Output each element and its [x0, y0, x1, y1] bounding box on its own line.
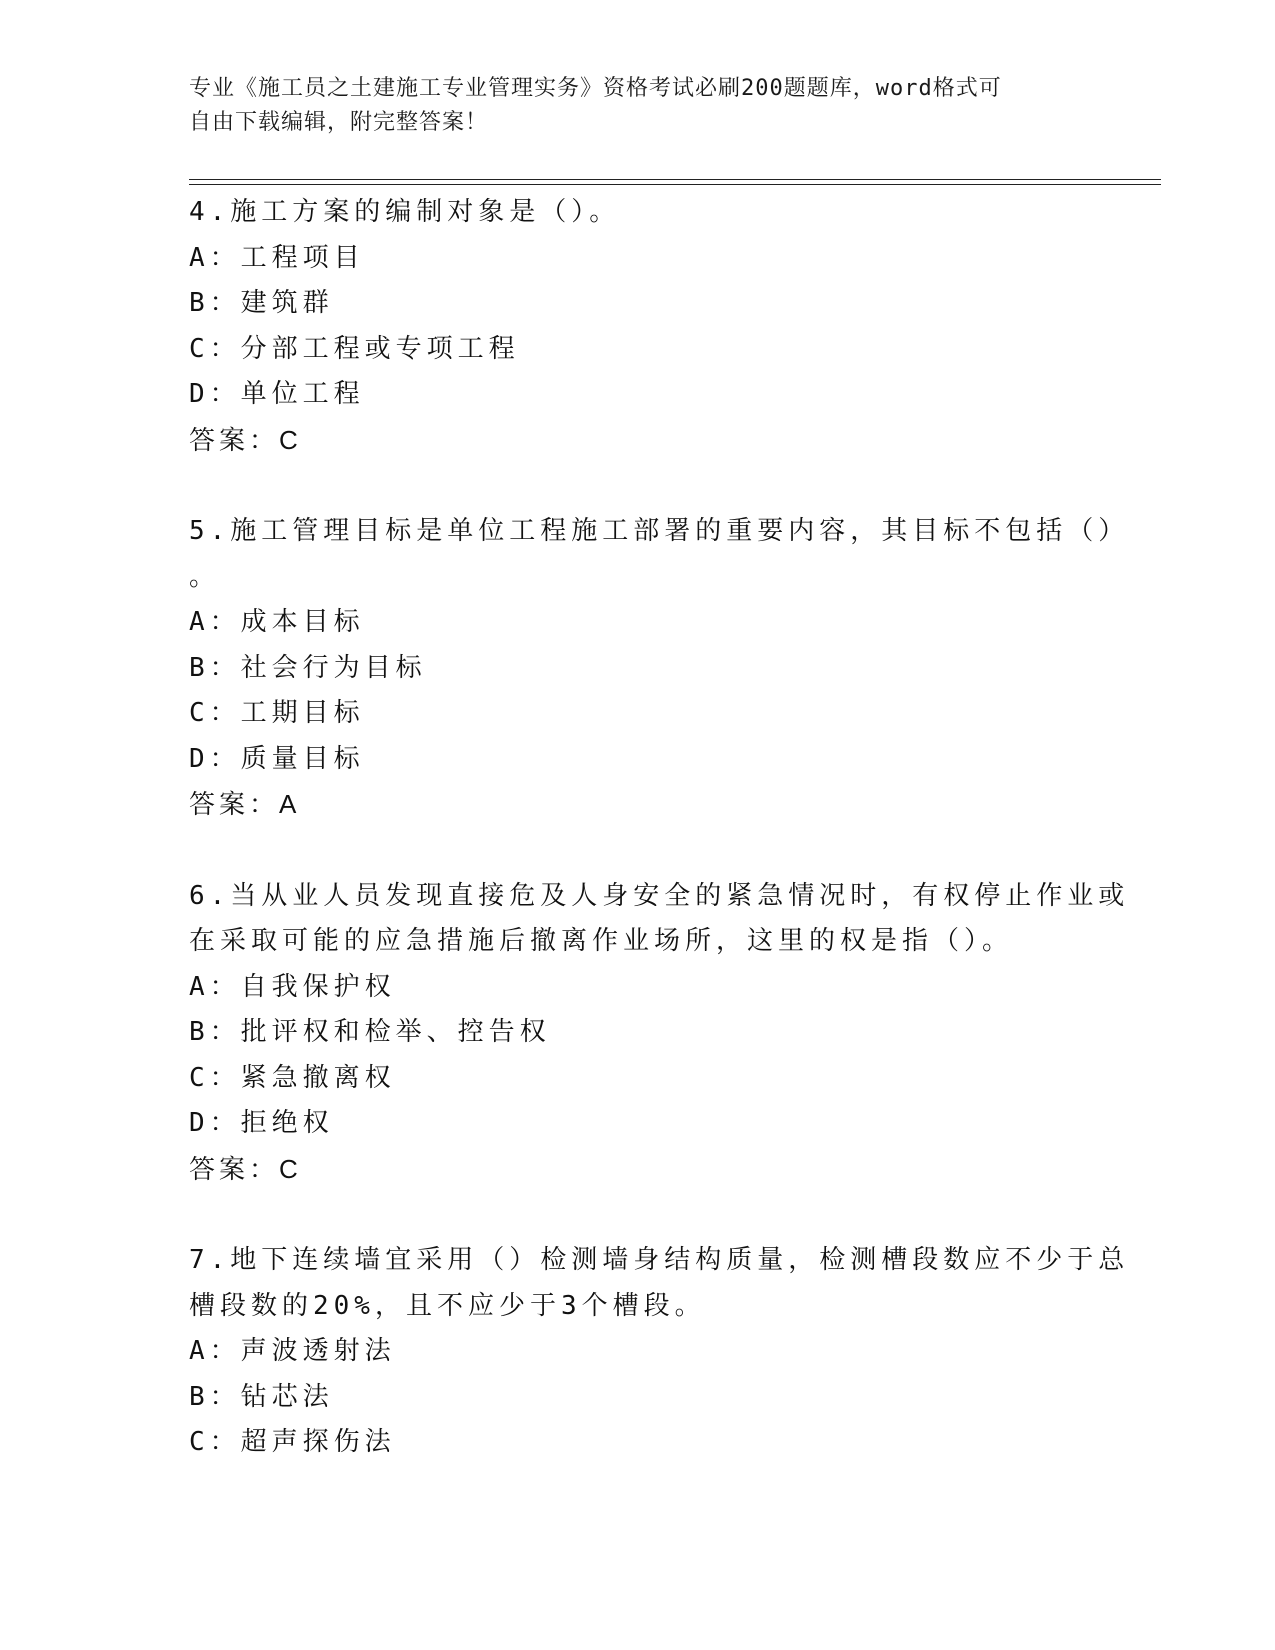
option-a: A：成本目标 — [189, 607, 365, 637]
option-a: A：工程项目 — [189, 242, 365, 273]
question-stem: 4.施工方案的编制对象是（）。 — [189, 197, 621, 227]
option-c: C：超声探伤法 — [189, 1427, 396, 1457]
question-spacer — [189, 828, 1089, 874]
option-a: A：声波透射法 — [189, 1336, 396, 1366]
question-stem: 5.施工管理目标是单位工程施工部署的重要内容，其目标不包括（） — [189, 516, 1130, 546]
answer-line: 答案：C — [189, 424, 302, 455]
document-header — [189, 72, 1089, 140]
option-c: C：工期目标 — [189, 698, 365, 728]
question-list — [189, 190, 1130, 1466]
answer-line: 答案：C — [189, 1153, 302, 1184]
option-c: C：紧急撤离权 — [189, 1062, 396, 1093]
question-stem: 6.当从业人员发现直接危及人身安全的紧急情况时，有权停止作业或 — [189, 880, 1130, 911]
header-divider-top — [189, 179, 1161, 180]
question-stem-continued: 槽段数的20%，且不应少于3个槽段。 — [189, 1290, 706, 1321]
question-item — [189, 874, 1130, 1193]
question-spacer — [189, 1192, 1089, 1238]
question-item — [189, 190, 1089, 463]
option-b: B：建筑群 — [189, 288, 334, 318]
option-c: C：分部工程或专项工程 — [189, 333, 520, 364]
option-b: B：批评权和检举、控告权 — [189, 1017, 551, 1047]
option-b: B：社会行为目标 — [189, 652, 427, 683]
question-item — [189, 509, 1130, 828]
header-divider-bottom — [189, 184, 1161, 185]
option-a: A：自我保护权 — [189, 971, 396, 1002]
option-d: D：单位工程 — [189, 379, 365, 409]
header-line-1: 专业《施工员之土建施工专业管理实务》资格考试必刷200题题库，word格式可 — [189, 76, 1002, 101]
question-item — [189, 1238, 1130, 1466]
question-stem: 7.地下连续墙宜采用（）检测墙身结构质量，检测槽段数应不少于总 — [189, 1245, 1130, 1275]
question-stem-continued: 。 — [189, 561, 221, 592]
option-b: B：钻芯法 — [189, 1381, 334, 1412]
option-d: D：拒绝权 — [189, 1108, 334, 1138]
answer-line: 答案：A — [189, 789, 301, 819]
header-line-2: 自由下载编辑，附完整答案！ — [189, 110, 489, 135]
option-d: D：质量目标 — [189, 743, 365, 774]
question-stem-continued: 在采取可能的应急措施后撤离作业场所，这里的权是指（）。 — [189, 926, 1014, 956]
question-spacer — [189, 463, 1089, 509]
